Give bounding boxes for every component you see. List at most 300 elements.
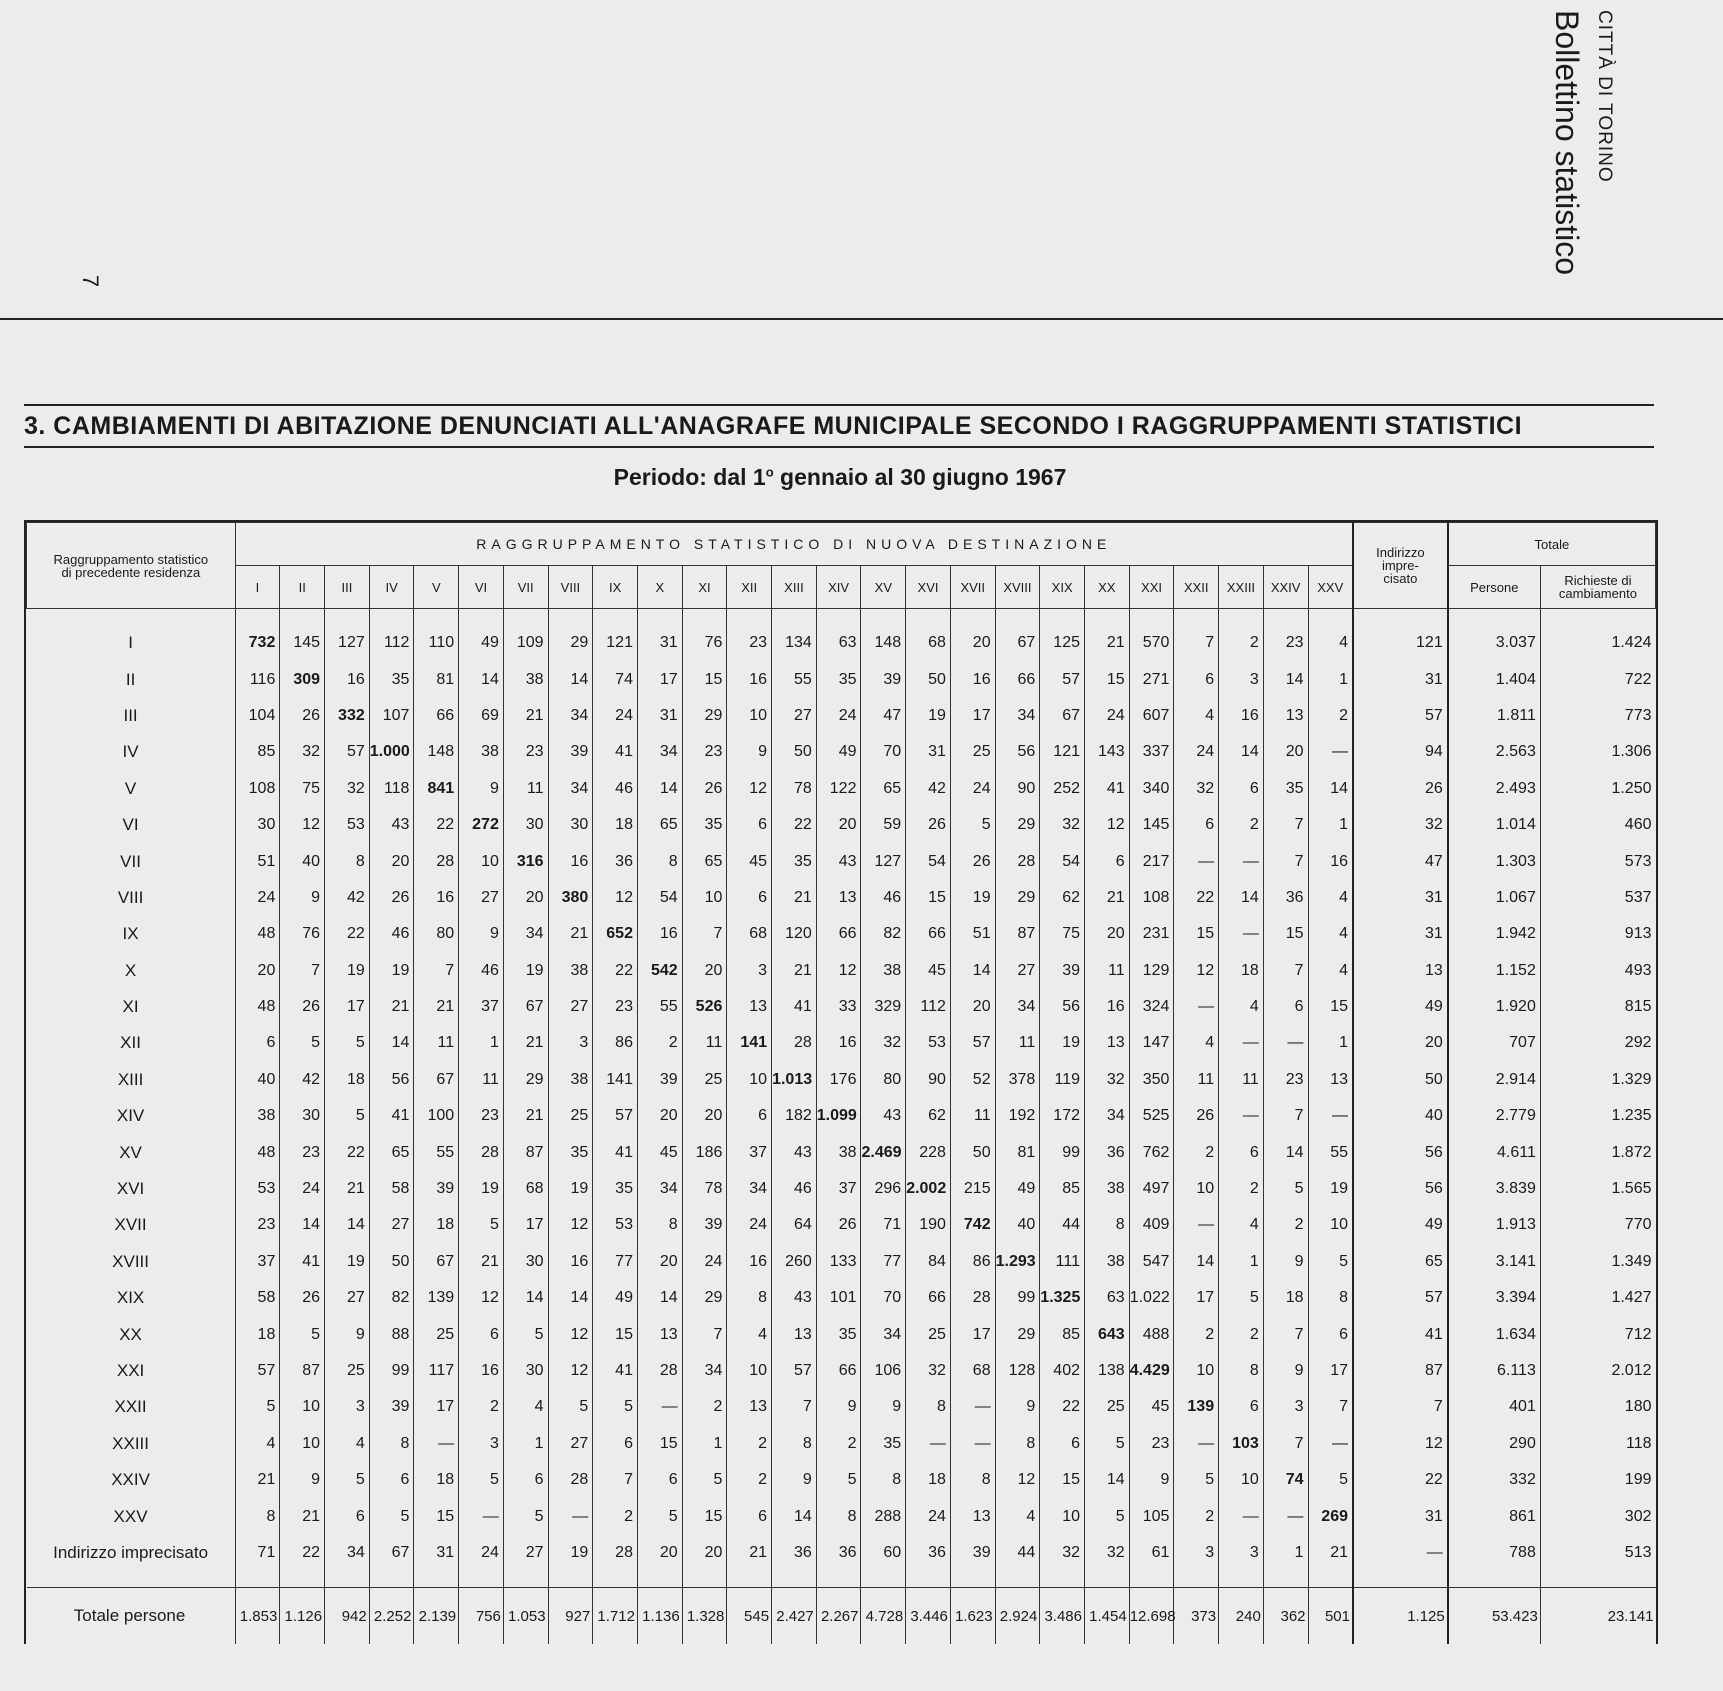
table-cell: 380 <box>548 880 593 916</box>
table-cell: 22 <box>414 807 459 843</box>
table-cell: 34 <box>325 1535 370 1571</box>
table-cell: 526 <box>682 989 727 1025</box>
table-cell: 28 <box>950 1280 995 1316</box>
table-cell: 722 <box>1540 661 1655 697</box>
table-cell: 4 <box>1174 1025 1219 1061</box>
table-cell: 110 <box>414 625 459 661</box>
total-cell: 12.698 <box>1129 1588 1174 1645</box>
table-cell: 24 <box>459 1535 504 1571</box>
table-cell: 8 <box>1308 1280 1353 1316</box>
table-cell: 8 <box>727 1280 772 1316</box>
table-cell: 20 <box>1085 916 1130 952</box>
table-cell: 5 <box>459 1462 504 1498</box>
table-cell: 12 <box>816 953 861 989</box>
table-cell: 378 <box>995 1062 1040 1098</box>
table-row <box>27 661 1656 697</box>
table-cell: 125 <box>1040 625 1085 661</box>
table-cell: 9 <box>995 1389 1040 1425</box>
table-row <box>27 1316 1656 1352</box>
table-cell: 22 <box>1174 880 1219 916</box>
spacer-cell <box>548 609 593 626</box>
spacer-cell <box>1085 1571 1130 1588</box>
table-cell: 25 <box>950 734 995 770</box>
total-cell: 1.853 <box>235 1588 280 1645</box>
table-cell: 80 <box>861 1062 906 1098</box>
table-cell: 78 <box>682 1171 727 1207</box>
spacer-cell <box>772 609 817 626</box>
table-cell: 176 <box>816 1062 861 1098</box>
table-cell: 10 <box>280 1426 325 1462</box>
table-row <box>27 734 1656 770</box>
table-cell: 1.349 <box>1540 1244 1655 1280</box>
table-cell: 1 <box>1263 1535 1308 1571</box>
table-cell: 51 <box>950 916 995 952</box>
table-cell: 573 <box>1540 843 1655 879</box>
destination-header: VII <box>503 566 548 609</box>
table-cell: — <box>906 1426 951 1462</box>
table-cell: 127 <box>861 843 906 879</box>
table-cell: 105 <box>1129 1498 1174 1534</box>
table-cell: 15 <box>1174 916 1219 952</box>
table-cell: 6 <box>1174 661 1219 697</box>
table-cell: 7 <box>1263 1316 1308 1352</box>
table-cell: 29 <box>995 880 1040 916</box>
table-cell: 5 <box>1308 1244 1353 1280</box>
table-cell: 13 <box>1353 953 1448 989</box>
total-cell: 4.728 <box>861 1588 906 1645</box>
table-cell: 1.942 <box>1448 916 1541 952</box>
table-cell: 2 <box>1219 1171 1264 1207</box>
table-cell: 53 <box>325 807 370 843</box>
spacer-cell <box>325 609 370 626</box>
table-cell: 27 <box>459 880 504 916</box>
table-cell: 94 <box>1353 734 1448 770</box>
table-cell: 117 <box>414 1353 459 1389</box>
table-cell: 52 <box>950 1062 995 1098</box>
table-cell: 14 <box>459 661 504 697</box>
table-cell: 21 <box>459 1244 504 1280</box>
destination-header: XVIII <box>995 566 1040 609</box>
table-cell: 16 <box>548 1244 593 1280</box>
table-cell: 1 <box>459 1025 504 1061</box>
table-cell: 34 <box>995 698 1040 734</box>
table-cell: 57 <box>1353 1280 1448 1316</box>
table-cell: 182 <box>772 1098 817 1134</box>
table-cell: 29 <box>682 698 727 734</box>
table-cell: 138 <box>1085 1353 1130 1389</box>
table-cell: 841 <box>414 771 459 807</box>
table-cell: 525 <box>1129 1098 1174 1134</box>
table-cell: 19 <box>1308 1171 1353 1207</box>
table-cell: 43 <box>861 1098 906 1134</box>
table-cell: 3.839 <box>1448 1171 1541 1207</box>
table-cell: 85 <box>235 734 280 770</box>
table-cell: 90 <box>995 771 1040 807</box>
table-cell: 542 <box>637 953 682 989</box>
table-cell: 133 <box>816 1244 861 1280</box>
table-cell: 37 <box>727 1134 772 1170</box>
table-cell: 14 <box>1085 1462 1130 1498</box>
table-cell: — <box>414 1426 459 1462</box>
table-cell: 70 <box>861 1280 906 1316</box>
table-cell: 14 <box>503 1280 548 1316</box>
table-cell: 16 <box>325 661 370 697</box>
destination-header: XXIII <box>1219 566 1264 609</box>
table-cell: 49 <box>816 734 861 770</box>
table-cell: 9 <box>816 1389 861 1425</box>
table-cell: 14 <box>1263 1134 1308 1170</box>
table-cell: 23 <box>593 989 638 1025</box>
table-cell: 50 <box>906 661 951 697</box>
table-cell: 19 <box>1040 1025 1085 1061</box>
horizontal-rule <box>0 318 1723 320</box>
table-cell: 31 <box>637 625 682 661</box>
spacer-cell <box>950 1571 995 1588</box>
table-cell: 2 <box>1174 1134 1219 1170</box>
table-cell: 770 <box>1540 1207 1655 1243</box>
table-cell: 20 <box>816 807 861 843</box>
spacer-cell <box>995 609 1040 626</box>
table-cell: 116 <box>235 661 280 697</box>
table-cell: 31 <box>637 698 682 734</box>
table-cell: 6 <box>369 1462 414 1498</box>
total-cell: 1.053 <box>503 1588 548 1645</box>
table-cell: 75 <box>280 771 325 807</box>
table-cell: — <box>950 1426 995 1462</box>
table-cell: 19 <box>325 1244 370 1280</box>
table-cell: 84 <box>906 1244 951 1280</box>
table-cell: 1.022 <box>1129 1280 1174 1316</box>
table-cell: 4 <box>235 1426 280 1462</box>
table-cell: 42 <box>325 880 370 916</box>
table-cell: 2.914 <box>1448 1062 1541 1098</box>
table-cell: 37 <box>235 1244 280 1280</box>
publication-spine <box>1549 10 1615 276</box>
table-cell: 5 <box>1085 1498 1130 1534</box>
total-cell: 942 <box>325 1588 370 1645</box>
table-cell: 27 <box>325 1280 370 1316</box>
table-cell: 44 <box>1040 1207 1085 1243</box>
table-cell: 5 <box>1263 1171 1308 1207</box>
table-cell: 10 <box>727 1062 772 1098</box>
table-cell: — <box>1174 1207 1219 1243</box>
table-cell: 19 <box>548 1171 593 1207</box>
table-cell: 20 <box>1353 1025 1448 1061</box>
table-cell: 8 <box>772 1426 817 1462</box>
table-cell: 12 <box>548 1207 593 1243</box>
total-cell: 1.136 <box>637 1588 682 1645</box>
table-cell: 8 <box>995 1426 1040 1462</box>
table-cell: 21 <box>503 1098 548 1134</box>
table-cell: 43 <box>772 1134 817 1170</box>
table-cell: 180 <box>1540 1389 1655 1425</box>
table-cell: 55 <box>1308 1134 1353 1170</box>
table-cell: 14 <box>950 953 995 989</box>
table-cell: 6 <box>637 1462 682 1498</box>
table-cell: 4 <box>1174 698 1219 734</box>
table-cell: 4.429 <box>1129 1353 1174 1389</box>
table-cell: 2.563 <box>1448 734 1541 770</box>
table-cell: 1.920 <box>1448 989 1541 1025</box>
table-cell: 35 <box>861 1426 906 1462</box>
table-cell: 340 <box>1129 771 1174 807</box>
table-cell: 1.872 <box>1540 1134 1655 1170</box>
table-cell: 108 <box>1129 880 1174 916</box>
table-cell: 145 <box>280 625 325 661</box>
table-cell: 2 <box>682 1389 727 1425</box>
table-cell: 109 <box>503 625 548 661</box>
destination-header: XI <box>682 566 727 609</box>
table-cell: — <box>548 1498 593 1534</box>
table-cell: 148 <box>414 734 459 770</box>
table-cell: 55 <box>772 661 817 697</box>
table-cell: 7 <box>1263 843 1308 879</box>
table-cell: 18 <box>906 1462 951 1498</box>
table-cell: 67 <box>995 625 1040 661</box>
table-cell: 10 <box>1174 1171 1219 1207</box>
table-cell: 82 <box>861 916 906 952</box>
table-cell: — <box>1353 1535 1448 1571</box>
table-cell: 46 <box>369 916 414 952</box>
table-cell: 34 <box>727 1171 772 1207</box>
row-label: VI <box>122 815 139 835</box>
table-cell: 65 <box>637 807 682 843</box>
spacer-cell <box>280 609 325 626</box>
table-cell: 15 <box>1085 661 1130 697</box>
table-cell: 31 <box>1353 880 1448 916</box>
table-cell: 15 <box>682 661 727 697</box>
table-cell: 38 <box>1085 1171 1130 1207</box>
table-cell: 22 <box>325 1134 370 1170</box>
table-cell: 2 <box>1219 625 1264 661</box>
table-cell: 103 <box>1219 1426 1264 1462</box>
table-cell: 1.565 <box>1540 1171 1655 1207</box>
table-cell: 34 <box>995 989 1040 1025</box>
table-cell: 6 <box>727 880 772 916</box>
table-cell: 38 <box>816 1134 861 1170</box>
table-cell: 18 <box>414 1207 459 1243</box>
table-cell: 22 <box>325 916 370 952</box>
table-cell: 25 <box>906 1316 951 1352</box>
spacer-row <box>27 609 1656 626</box>
table-cell: 5 <box>816 1462 861 1498</box>
table-cell: 23 <box>459 1098 504 1134</box>
row-label: I <box>128 633 133 653</box>
table-cell: 119 <box>1040 1062 1085 1098</box>
table-cell: 143 <box>1085 734 1130 770</box>
row-label: V <box>124 778 137 798</box>
table-cell: 19 <box>950 880 995 916</box>
table-cell: 145 <box>1129 807 1174 843</box>
table-cell: 28 <box>593 1535 638 1571</box>
table-cell: 6 <box>727 1498 772 1534</box>
table-cell: 13 <box>1085 1025 1130 1061</box>
table-cell: 20 <box>235 953 280 989</box>
table-cell: 17 <box>503 1207 548 1243</box>
spacer-cell <box>1540 1571 1655 1588</box>
spacer-cell <box>1040 609 1085 626</box>
table-cell: 118 <box>1540 1426 1655 1462</box>
spacer-cell <box>1353 1571 1448 1588</box>
table-cell: 56 <box>369 1062 414 1098</box>
destination-header: VI <box>459 566 504 609</box>
spacer-cell <box>593 609 638 626</box>
table-cell: 61 <box>1129 1535 1174 1571</box>
destination-header: XIX <box>1040 566 1085 609</box>
table-cell: 11 <box>459 1062 504 1098</box>
table-cell: 66 <box>816 916 861 952</box>
table-cell: 1.306 <box>1540 734 1655 770</box>
table-cell: 1.913 <box>1448 1207 1541 1243</box>
table-cell: 30 <box>503 1244 548 1280</box>
table-cell: 26 <box>950 843 995 879</box>
table-cell: 1.000 <box>369 734 414 770</box>
table-cell: 50 <box>950 1134 995 1170</box>
table-cell: 9 <box>459 916 504 952</box>
table-cell: 6 <box>1263 989 1308 1025</box>
table-cell: 8 <box>950 1462 995 1498</box>
table-cell: 49 <box>1353 989 1448 1025</box>
table-cell: 16 <box>414 880 459 916</box>
table-cell: 36 <box>816 1535 861 1571</box>
table-cell: 21 <box>503 698 548 734</box>
table-cell: 30 <box>280 1098 325 1134</box>
table-cell: 497 <box>1129 1171 1174 1207</box>
table-cell: 4 <box>325 1426 370 1462</box>
table-cell: 17 <box>637 661 682 697</box>
table-cell: 2 <box>593 1498 638 1534</box>
table-cell: 20 <box>682 1098 727 1134</box>
table-cell: 1.013 <box>772 1062 817 1098</box>
table-cell: 87 <box>503 1134 548 1170</box>
table-cell: 54 <box>906 843 951 879</box>
table-cell: 643 <box>1085 1316 1130 1352</box>
table-cell: 19 <box>906 698 951 734</box>
table-cell: 63 <box>816 625 861 661</box>
table-cell: 22 <box>593 953 638 989</box>
table-cell: 82 <box>369 1280 414 1316</box>
table-cell: 25 <box>325 1353 370 1389</box>
table-cell: 141 <box>727 1025 772 1061</box>
period-prefix: Periodo: dal 1 <box>613 464 766 490</box>
table-cell: 3.141 <box>1448 1244 1541 1280</box>
table-cell: 11 <box>414 1025 459 1061</box>
spacer-cell <box>682 1571 727 1588</box>
table-cell: 85 <box>1040 1171 1085 1207</box>
table-cell: 35 <box>1263 771 1308 807</box>
spacer-cell <box>1308 609 1353 626</box>
table-cell: 88 <box>369 1316 414 1352</box>
table-cell: 121 <box>1353 625 1448 661</box>
table-row <box>27 698 1656 734</box>
table-cell: 1.067 <box>1448 880 1541 916</box>
spacer-cell <box>1263 1571 1308 1588</box>
table-cell: 70 <box>861 734 906 770</box>
table-cell: 58 <box>235 1280 280 1316</box>
table-cell: 11 <box>1219 1062 1264 1098</box>
table-cell: 20 <box>369 843 414 879</box>
table-cell: 87 <box>280 1353 325 1389</box>
table-cell: 139 <box>1174 1389 1219 1425</box>
table-cell: 2 <box>637 1025 682 1061</box>
table-cell: 9 <box>325 1316 370 1352</box>
table-cell: 7 <box>1353 1389 1448 1425</box>
table-cell: 17 <box>414 1389 459 1425</box>
table-cell: 7 <box>593 1462 638 1498</box>
table-title-text: 3. CAMBIAMENTI DI ABITAZIONE DENUNCIATI ALL'ANAGRAFE MUNICIPALE SECONDO I RAGGRUPPAMENTI STATISTICI <box>24 411 1523 440</box>
table-cell: 41 <box>772 989 817 1025</box>
table-cell: 67 <box>414 1244 459 1280</box>
table-row <box>27 1498 1656 1534</box>
total-cell: 1.712 <box>593 1588 638 1645</box>
table-cell: 32 <box>1040 1535 1085 1571</box>
row-label: III <box>123 705 138 725</box>
table-cell: 15 <box>593 1316 638 1352</box>
table-row <box>27 1462 1656 1498</box>
table-cell: 31 <box>414 1535 459 1571</box>
table-cell: 87 <box>1353 1353 1448 1389</box>
table-cell: 5 <box>637 1498 682 1534</box>
table-cell: 23 <box>1129 1426 1174 1462</box>
table-cell: 17 <box>950 1316 995 1352</box>
total-cell: 501 <box>1308 1588 1353 1645</box>
table-cell: 7 <box>1263 807 1308 843</box>
table-cell: 401 <box>1448 1389 1541 1425</box>
table-cell: 7 <box>772 1389 817 1425</box>
table-cell: 49 <box>1353 1207 1448 1243</box>
spacer-cell <box>1219 609 1264 626</box>
table-cell: 121 <box>593 625 638 661</box>
table-cell: 18 <box>325 1062 370 1098</box>
table-cell: 14 <box>1219 880 1264 916</box>
table-cell: 493 <box>1540 953 1655 989</box>
table-row <box>27 916 1656 952</box>
table-cell: 460 <box>1540 807 1655 843</box>
table-cell: 26 <box>280 698 325 734</box>
table-cell: 77 <box>861 1244 906 1280</box>
table-cell: 36 <box>1263 880 1308 916</box>
destination-group-header: RAGGRUPPAMENTO STATISTICO DI NUOVA DESTINAZIONE <box>235 523 1353 566</box>
table-cell: 9 <box>280 1462 325 1498</box>
table-cell: 101 <box>816 1280 861 1316</box>
table-cell: 228 <box>906 1134 951 1170</box>
row-label-header: Raggruppamento statistico di precedente residenza <box>27 523 236 609</box>
table-cell: 112 <box>906 989 951 1025</box>
table-cell: 40 <box>280 843 325 879</box>
table-cell: 1.303 <box>1448 843 1541 879</box>
table-cell: 17 <box>1308 1353 1353 1389</box>
table-cell: 26 <box>1353 771 1448 807</box>
table-cell: 38 <box>1085 1244 1130 1280</box>
table-cell: 26 <box>280 1280 325 1316</box>
table-cell: 2.779 <box>1448 1098 1541 1134</box>
destination-header: XXI <box>1129 566 1174 609</box>
table-cell: 45 <box>906 953 951 989</box>
table-cell: 118 <box>369 771 414 807</box>
table-cell: 21 <box>235 1462 280 1498</box>
table-cell: 332 <box>1448 1462 1541 1498</box>
table-cell: — <box>950 1389 995 1425</box>
table-cell: 815 <box>1540 989 1655 1025</box>
table-cell: 16 <box>727 1244 772 1280</box>
row-label: XIV <box>116 1106 145 1126</box>
spacer-cell <box>1448 609 1541 626</box>
spacer-cell <box>682 609 727 626</box>
table-cell: 4 <box>1219 1207 1264 1243</box>
spacer-cell <box>816 1571 861 1588</box>
table-cell: 15 <box>1263 916 1308 952</box>
table-cell: 5 <box>950 807 995 843</box>
